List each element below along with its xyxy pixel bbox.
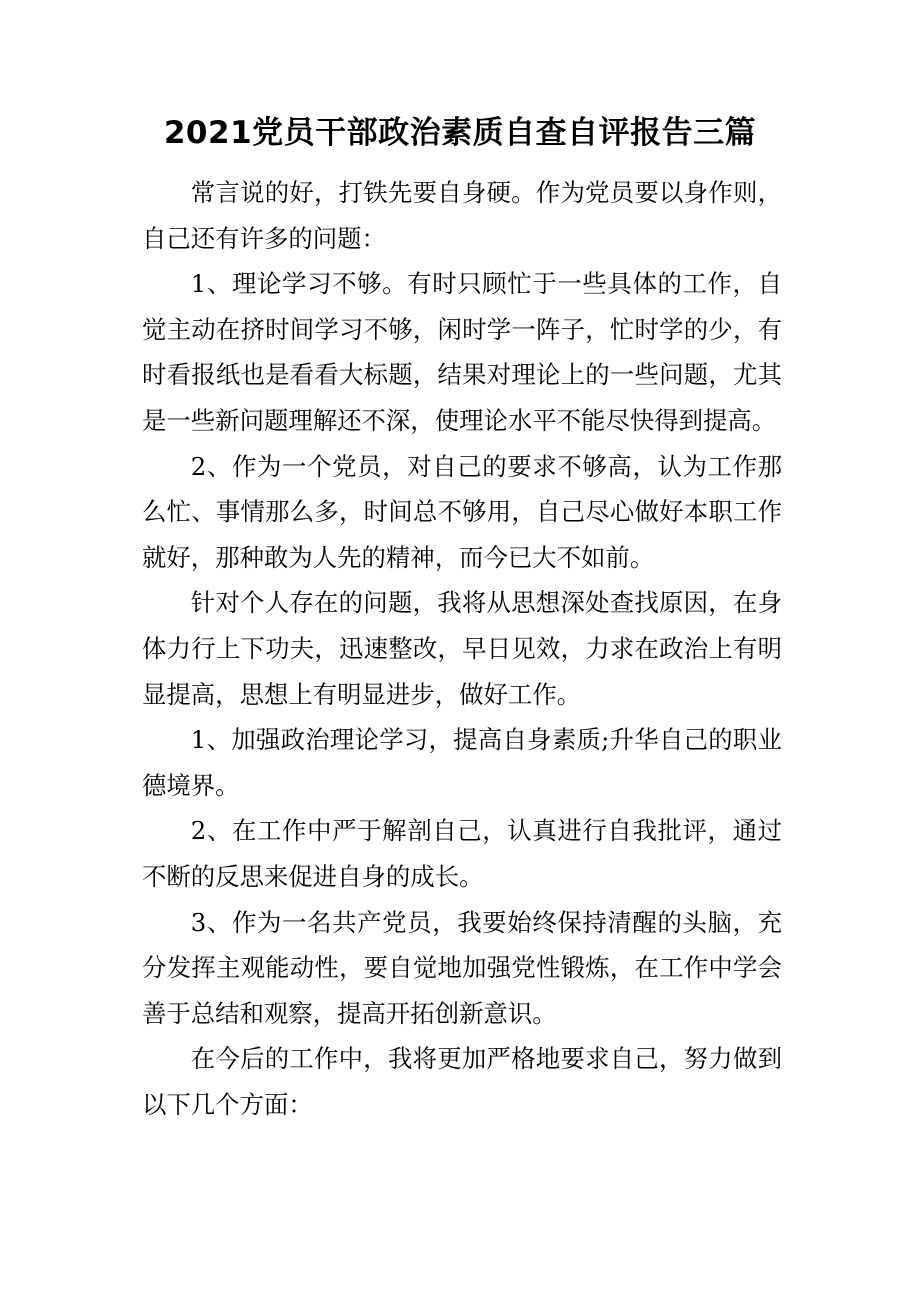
paragraph: 1、理论学习不够。有时只顾忙于一些具体的工作，自觉主动在挤时间学习不够，闲时学一阵子，忙时学的少，有时看报纸也是看看大标题，结果对理论上的一些问题，尤其是一些新问题理解还不深，使理论水平不能尽快得到提高。 [142, 269, 782, 435]
document-body [142, 170, 782, 1127]
paragraph: 3、作为一名共产党员，我要始终保持清醒的头脑，充分发挥主观能动性，要自觉地加强党性锻炼，在工作中学会善于总结和观察，提高开拓创新意识。 [142, 907, 782, 1028]
paragraph: 1、加强政治理论学习，提高自身素质;升华自己的职业德境界。 [142, 725, 782, 800]
paragraph: 2、在工作中严于解剖自己，认真进行自我批评，通过不断的反思来促进自身的成长。 [142, 816, 782, 891]
paragraph: 2、作为一个党员，对自己的要求不够高，认为工作那么忙、事情那么多，时间总不够用，自己尽心做好本职工作就好，那种敢为人先的精神，而今已大不如前。 [142, 451, 782, 572]
paragraph: 在今后的工作中，我将更加严格地要求自己，努力做到以下几个方面： [142, 1044, 782, 1119]
paragraph: 常言说的好，打铁先要自身硬。作为党员要以身作则，自己还有许多的问题： [142, 178, 782, 253]
paragraph: 针对个人存在的问题，我将从思想深处查找原因，在身体力行上下功夫，迅速整改，早日见效，力求在政治上有明显提高，思想上有明显进步，做好工作。 [142, 588, 782, 709]
document-title: 2021党员干部政治素质自查自评报告三篇 [163, 115, 757, 151]
